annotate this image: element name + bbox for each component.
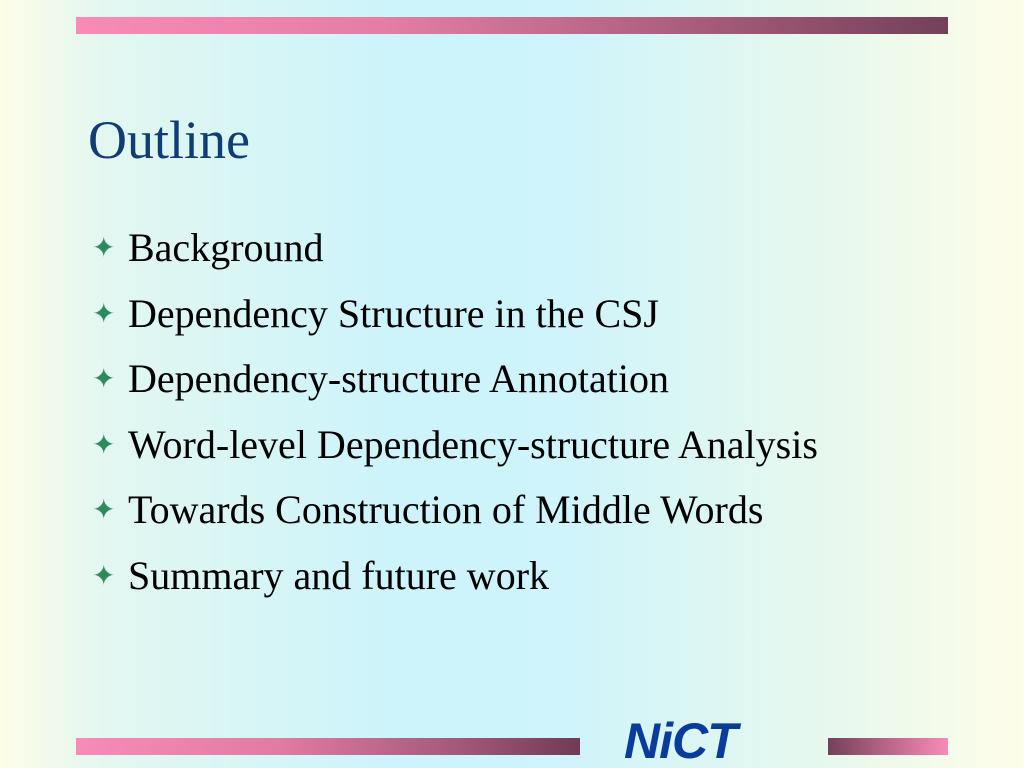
outline-item-label: Towards Construction of Middle Words [128,487,764,532]
four-pointed-star-icon: ✦ [92,427,116,461]
bottom-left-decorative-bar [76,738,580,755]
outline-item [92,419,818,485]
four-pointed-star-icon: ✦ [92,231,116,264]
top-decorative-bar [76,17,948,34]
outline-item-label: Summary and future work [128,552,550,598]
outline-item-label: Background [128,225,324,270]
outline-item-label: Dependency-structure Annotation [128,356,669,401]
outline-item-label: Dependency Structure in the CSJ [128,290,659,336]
four-pointed-star-icon: ✦ [92,362,116,395]
four-pointed-star-icon: ✦ [92,558,116,592]
outline-item [92,550,818,616]
outline-item [92,484,818,550]
four-pointed-star-icon: ✦ [92,296,116,330]
four-pointed-star-icon: ✦ [92,493,116,526]
outline-item [92,222,818,288]
bottom-right-decorative-bar [828,738,948,755]
outline-item [92,288,818,354]
outline-list [92,222,818,615]
outline-item [92,353,818,419]
logo-text: NiCT [624,713,737,764]
slide-title: Outline [88,110,250,170]
outline-item-label: Word-level Dependency-structure Analysis [128,421,818,467]
nict-logo [622,712,788,764]
